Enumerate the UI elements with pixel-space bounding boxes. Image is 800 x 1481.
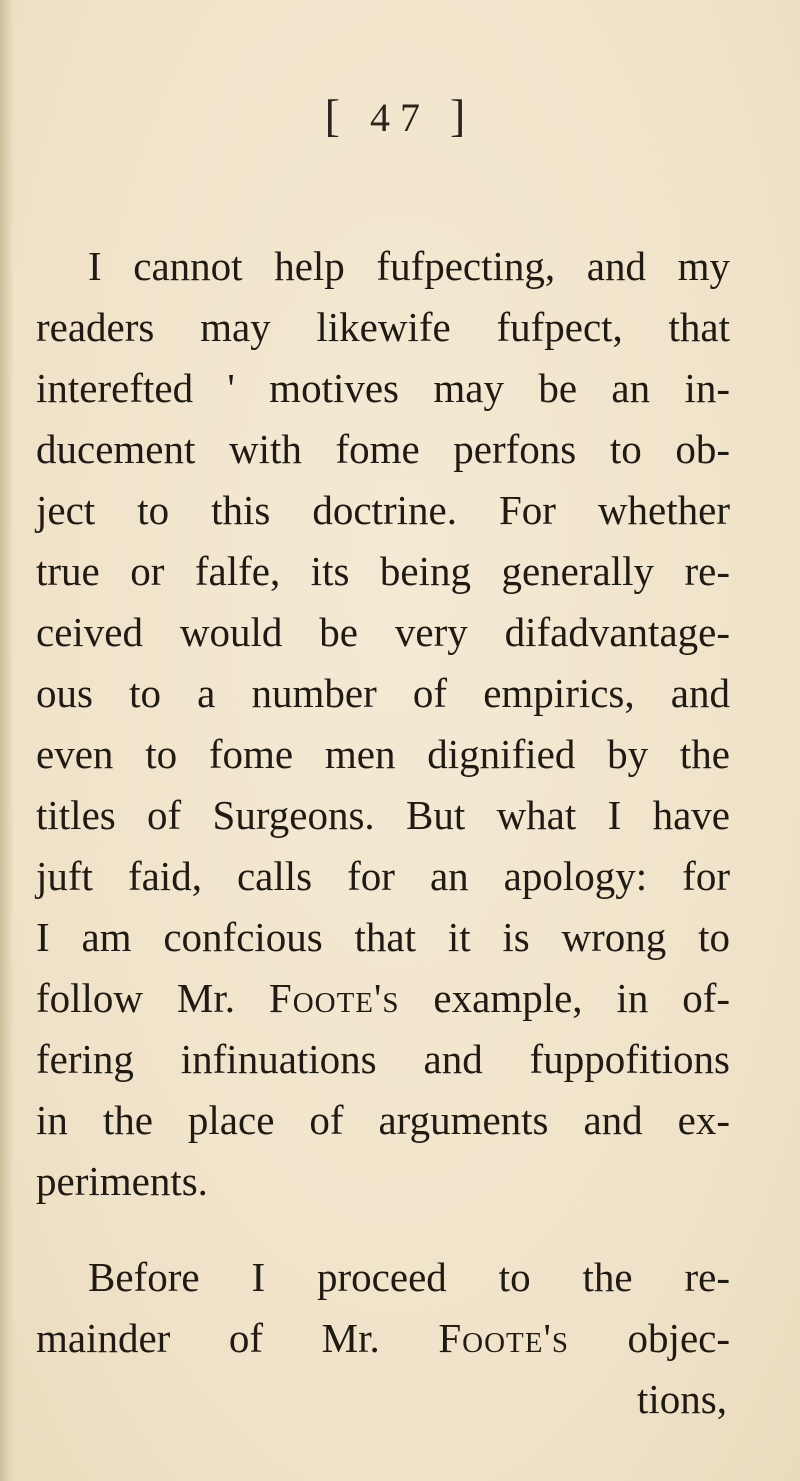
header-close-bracket: ] (450, 90, 476, 141)
catchword: tions, (637, 1376, 727, 1422)
page-binding-edge (0, 0, 14, 1481)
page-header (0, 90, 800, 144)
body-line (36, 1311, 730, 1365)
body-line: ject to this doctrine. For whether (36, 487, 730, 533)
body-text: example, in of- (399, 975, 730, 1021)
body-line: interefted ' motives may be an in- (36, 365, 730, 411)
body-line: titles of Surgeons. But what I have (36, 792, 730, 838)
body-line: periments. (36, 1158, 208, 1204)
body-line: fering infinuations and fuppofitions (36, 1036, 730, 1082)
body-line: even to fome men dignified by the (36, 731, 730, 777)
body-line: ous to a number of empirics, and (36, 670, 730, 716)
body-line: readers may likewife fufpect, that (36, 304, 730, 350)
body-line: ceived would be very difadvantage- (36, 609, 730, 655)
body-text: follow Mr. (36, 975, 269, 1021)
body-line: ducement with fome perfons to ob- (36, 426, 730, 472)
body-line: I am confcious that it is wrong to (36, 914, 730, 960)
header-open-bracket: [ (324, 90, 350, 141)
body-text: mainder of Mr. (36, 1315, 439, 1361)
body-line: Before I proceed to the re- (88, 1254, 730, 1300)
small-caps-name: Foote's (268, 975, 400, 1021)
body-line: in the place of arguments and ex- (36, 1097, 730, 1143)
small-caps-name: Foote's (438, 1315, 569, 1361)
body-line: true or falfe, its being generally re- (36, 548, 730, 594)
body-text: objec- (568, 1315, 730, 1361)
page-number: 47 (370, 95, 430, 140)
body-line: I cannot help fufpecting, and my (88, 243, 730, 289)
body-line: juft faid, calls for an apology: for (36, 853, 730, 899)
body-line (36, 971, 730, 1025)
